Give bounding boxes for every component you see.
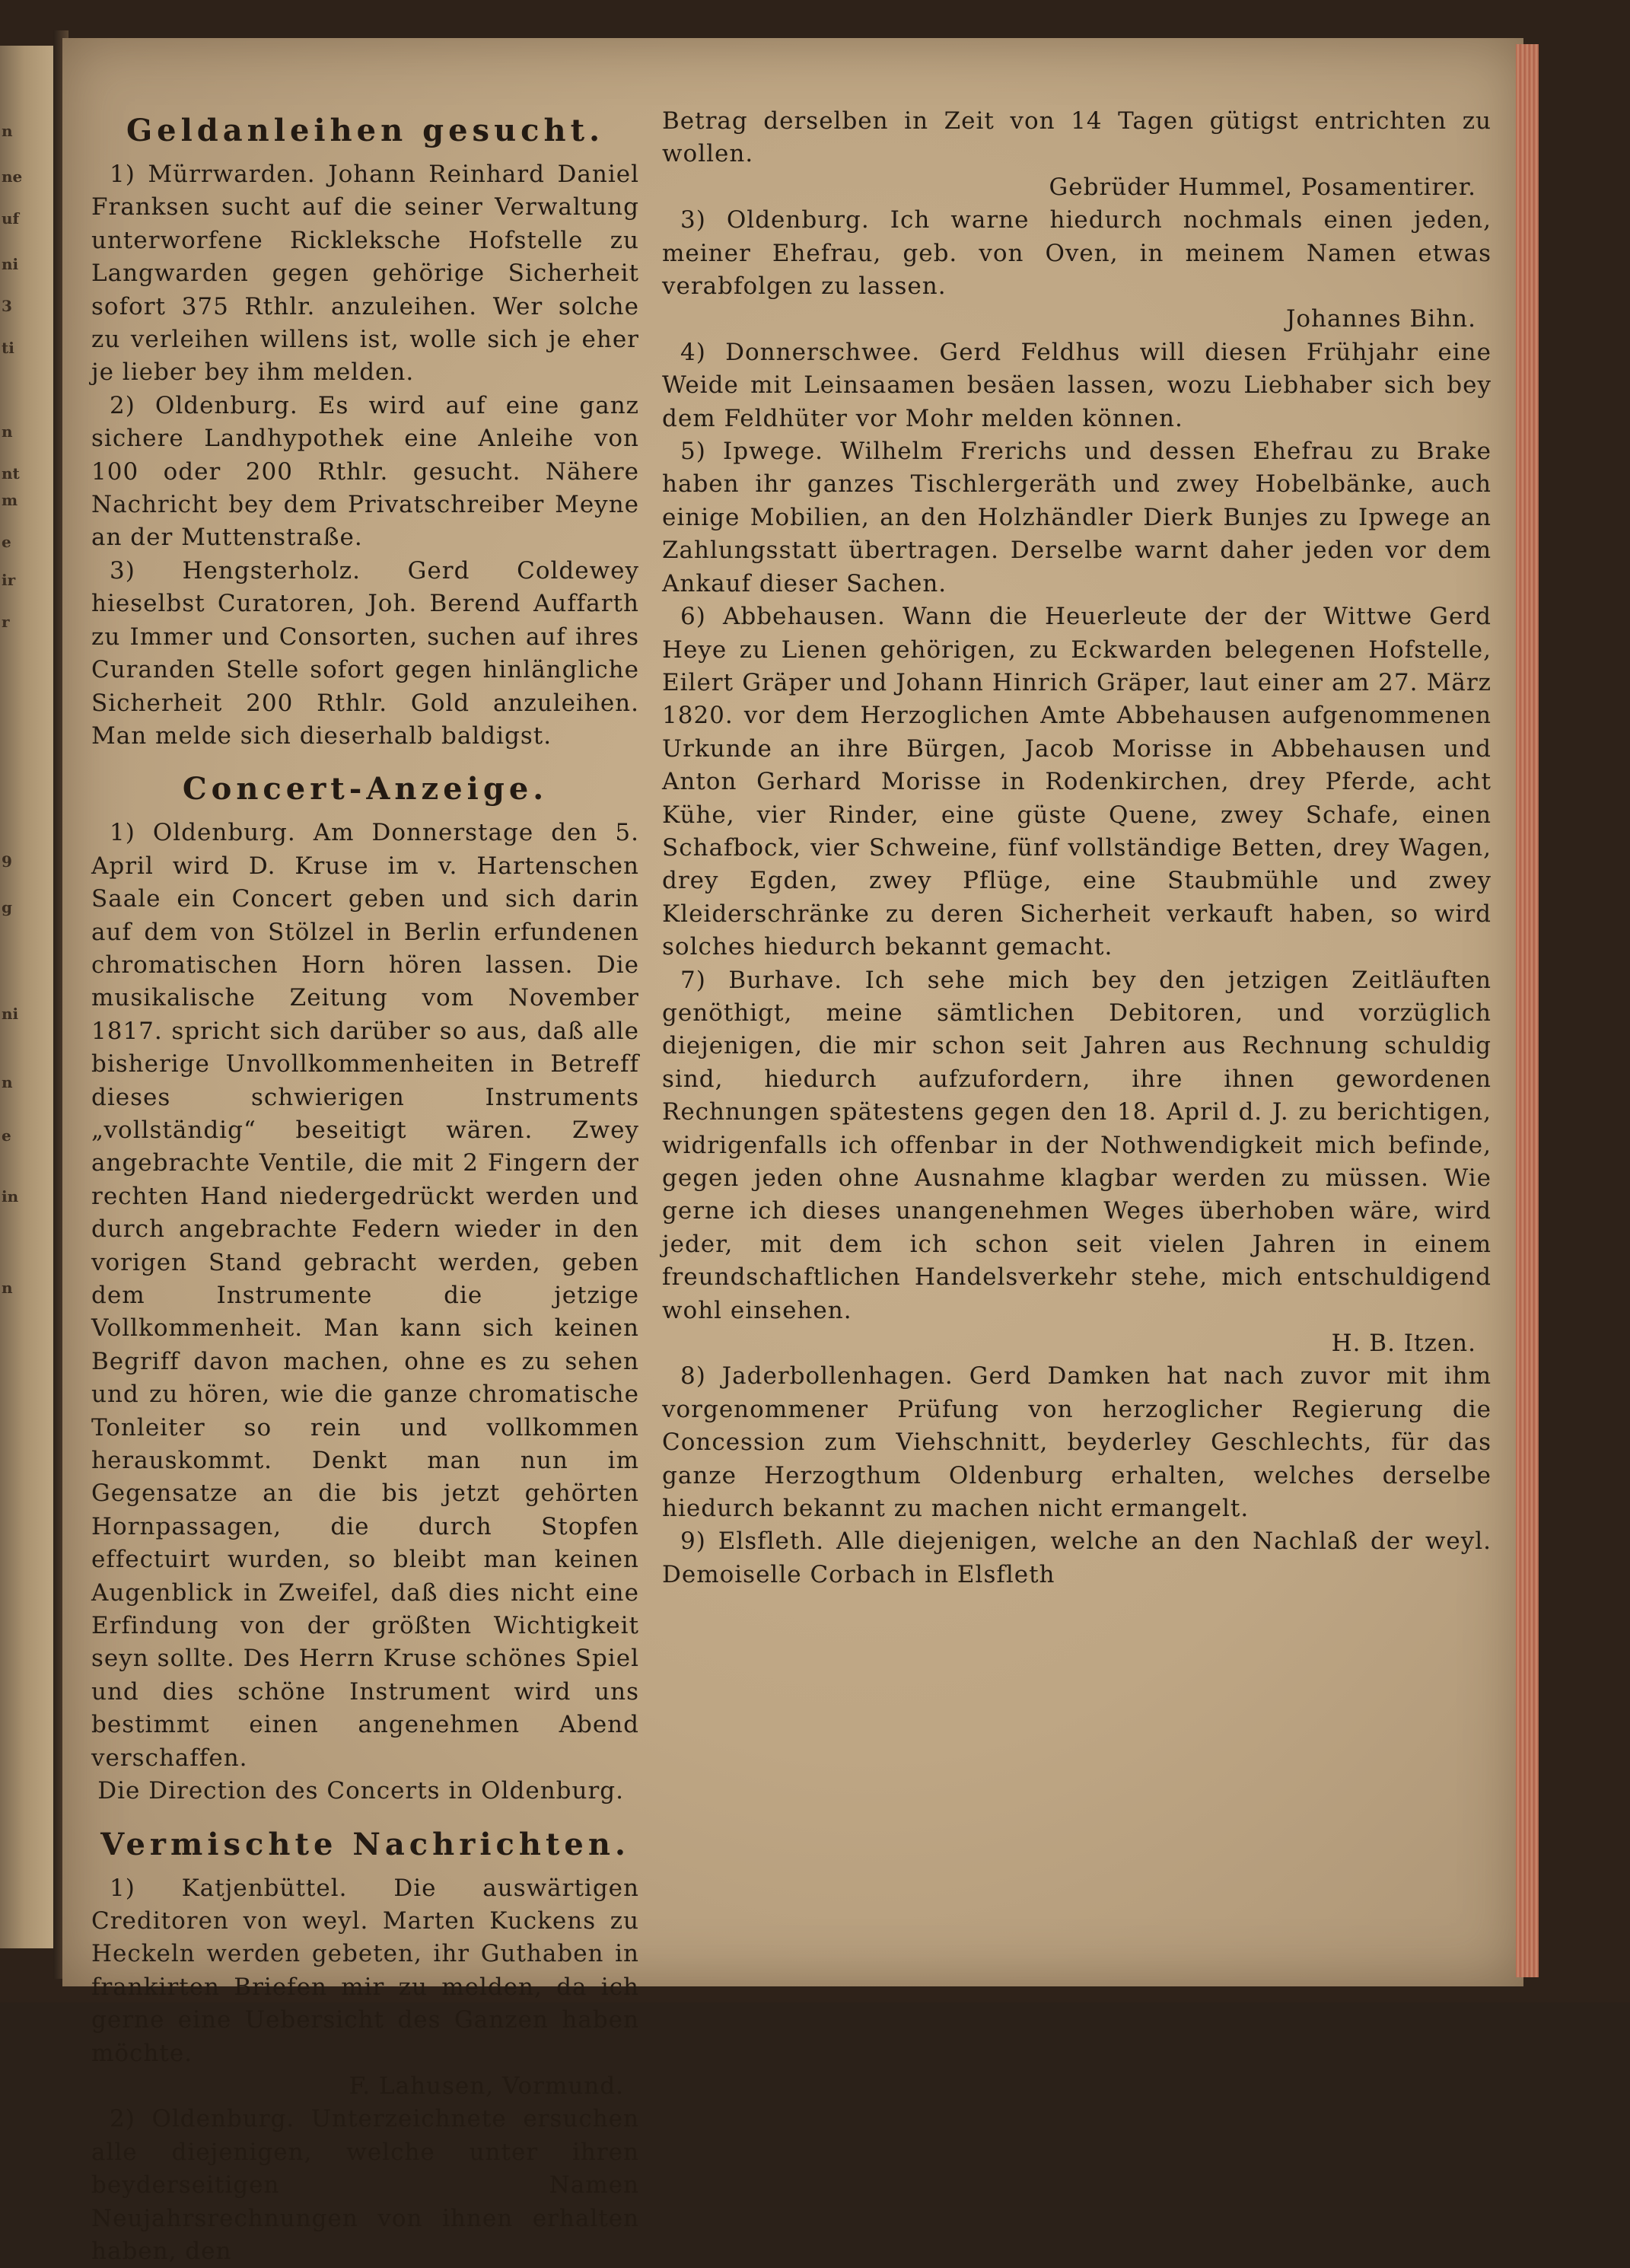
margin-fragment: ni <box>2 255 19 273</box>
margin-fragment: n <box>2 1073 13 1091</box>
section-heading: Geldanleihen gesucht. <box>126 113 604 148</box>
notice-item: 2) Oldenburg. Es wird auf eine ganz sichere Landhypothek eine Anleihe von 100 oder 200 Rthlr. gesucht. Nähere Nachricht bey dem Privatschreiber Meyne an der Muttenstraße. <box>91 391 639 552</box>
margin-fragment: ne <box>2 167 23 186</box>
notice-signature: Die Direction des Concerts in Oldenburg. <box>97 1777 624 1805</box>
margin-fragment: ti <box>2 339 14 357</box>
left-page-edge <box>0 46 61 1948</box>
right-column <box>662 105 1492 1591</box>
notice-item: 1) Oldenburg. Am Donnerstage den 5. April wird D. Kruse im v. Hartenschen Saale ein Concert geben und sich darin auf dem von Stölzel in Berlin erfundenen chromatischen Horn hören lassen. Die musikalische Zeitung vom November 1817. spricht sich darüber so aus, daß alle bisherige Unvollkommenheiten in Betreff dieses schwierigen Instruments „vollständig“ beseitigt wären. Zwey angebrachte Ventile, die mit 2 Fingern der rechten Hand niedergedrückt werden und durch angebrachte Federn wieder in den vorigen Stand gebracht werden, geben dem Instrumente die jetzige Vollkommenheit. Man kann sich keinen Begriff davon machen, ohne es zu sehen und zu hören, wie die ganze chromatische Tonleiter so rein und vollkommen herauskommt. Denkt man nun im Gegensatze an die bis jetzt gehörten Hornpassagen, die durch Stopfen effectuirt wurden, so bleibt man keinen Augenblick in Zweifel, daß dies nicht eine Erfindung von der größten Wichtigkeit seyn sollte. Des Herrn Kruse schönes Spiel und dies schöne Instrument wird uns bestimmt einen angenehmen Abend verschaffen. <box>91 819 639 1772</box>
notice-signature: F. Lahusen, Vormund. <box>349 2072 624 2100</box>
margin-fragment: nt <box>2 464 20 483</box>
margin-fragment: e <box>2 533 11 551</box>
notice-continuation: Betrag derselben in Zeit von 14 Tagen gütigst entrichten zu wollen. <box>662 107 1492 168</box>
page-edge-red <box>1516 44 1539 1977</box>
margin-fragment: 9 <box>2 852 12 871</box>
margin-fragment: ir <box>2 571 16 589</box>
notice-item: 3) Oldenburg. Ich warne hiedurch nochmals einen jeden, meiner Ehefrau, geb. von Oven, in meinem Namen etwas verabfolgen zu lassen. <box>662 206 1492 301</box>
notice-item: 3) Hengsterholz. Gerd Coldewey hieselbst Curatoren, Joh. Berend Auffarth zu Immer und Consorten, suchen auf ihres Curanden Stelle sofort gegen hinlängliche Sicherheit 200 Rthlr. Gold anzuleihen. Man melde sich dieserhalb baldigst. <box>91 556 639 750</box>
margin-fragment: r <box>2 613 10 631</box>
margin-fragment: uf <box>2 209 20 228</box>
notice-item: 7) Burhave. Ich sehe mich bey den jetzigen Zeitläuften genöthigt, meine sämtlichen Debitoren, und vorzüglich diejenigen, die mir schon seit Jahren aus Rechnung schuldig sind, hiedurch aufzufordern, ihre ihnen gewordenen Rechnungen spätestens gegen den 18. April d. J. zu berichtigen, widrigenfalls ich offenbar in der Nothwendigkeit mich befinde, gegen jeden ohne Ausnahme klagbar werden zu müssen. Wie gerne ich dieses unangenehmen Weges überhoben wäre, wird jeder, mit dem ich schon seit vielen Jahren in einem freundschaftlichen Handelsverkehr stehe, mich entschuldigend wohl einsehen. <box>662 966 1492 1324</box>
notice-signature: Gebrüder Hummel, Posamentirer. <box>1049 173 1476 201</box>
margin-fragment: n <box>2 422 13 441</box>
margin-fragment: m <box>2 491 18 509</box>
section-heading: Concert-Anzeige. <box>182 771 549 807</box>
notice-signature: H. B. Itzen. <box>1331 1330 1476 1358</box>
notice-item: 8) Jaderbollenhagen. Gerd Damken hat nach zuvor mit ihm vorgenommener Prüfung von herzoglicher Regierung die Concession zum Viehschnitt, beyderley Geschlechts, für das ganze Herzogthum Oldenburg erhalten, welches derselbe hiedurch bekannt zu machen nicht ermangelt. <box>662 1362 1492 1523</box>
margin-fragment: 3 <box>2 297 12 315</box>
margin-fragment: n <box>2 1279 13 1297</box>
margin-fragment: g <box>2 898 12 916</box>
notice-item: 4) Donnerschwee. Gerd Feldhus will diesen Frühjahr eine Weide mit Leinsaamen besäen lassen, wozu Liebhaber sich bey dem Feldhüter vor Mohr melden können. <box>662 338 1492 432</box>
margin-fragment: ni <box>2 1005 19 1023</box>
notice-item: 1) Katjenbüttel. Die auswärtigen Creditoren von weyl. Marten Kuckens zu Heckeln werden gebeten, ihr Guthaben in frankirten Briefen mir zu melden, da ich gerne eine Uebersicht des Ganzen haben möchte. <box>91 1874 639 2067</box>
notice-item: 6) Abbehausen. Wann die Heuerleute der der Wittwe Gerd Heye zu Lienen gehörigen, zu Eckwarden belegenen Hofstelle, Eilert Gräper und Johann Hinrich Gräper, laut einer am 27. März 1820. vor dem Herzoglichen Amte Abbehausen aufgenommenen Urkunde an ihre Bürgen, Jacob Morisse in Abbehausen und Anton Gerhard Morisse in Rodenkirchen, drey Pferde, acht Kühe, vier Rinder, eine güste Quene, zwey Schafe, einen Schafbock, vier Schweine, fünf vollständige Betten, drey Wagen, drey Egden, zwey Pflüge, eine Staubmühle und zwey Kleiderschränke zu deren Sicherheit verkauft haben, so wird solches hiedurch bekannt gemacht. <box>662 603 1492 961</box>
notice-item: 9) Elsfleth. Alle diejenigen, welche an den Nachlaß der weyl. Demoiselle Corbach in Elsfleth <box>662 1527 1492 1588</box>
margin-fragment: e <box>2 1126 11 1145</box>
notice-item: 5) Ipwege. Wilhelm Frerichs und dessen Ehefrau zu Brake haben ihr ganzes Tischlergeräth und zwey Hobelbänke, auch einige Mobilien, an den Holzhändler Dierk Bunjes zu Ipwege an Zahlungsstatt übertragen. Derselbe warnt daher jeden vor dem Ankauf dieser Sachen. <box>662 438 1492 597</box>
notice-item: 2) Oldenburg. Unterzeichnete ersuchen alle diejenigen, welche unter ihren beyderseitigen Namen Neujahrsrechnungen von ihnen erhalten haben, den <box>91 2105 639 2265</box>
notice-item: 1) Mürrwarden. Johann Reinhard Daniel Franksen sucht auf die seiner Verwaltung unterworfene Rickleksche Hofstelle zu Langwarden gegen gehörige Sicherheit sofort 375 Rthlr. anzuleihen. Wer solche zu verleihen willens ist, wolle sich je eher je lieber bey ihm melden. <box>91 161 639 387</box>
section-heading: Vermischte Nachrichten. <box>100 1826 630 1862</box>
margin-fragment: n <box>2 122 13 140</box>
margin-fragment: in <box>2 1187 19 1206</box>
left-column <box>91 105 639 2268</box>
notice-signature: Johannes Bihn. <box>1285 305 1476 333</box>
